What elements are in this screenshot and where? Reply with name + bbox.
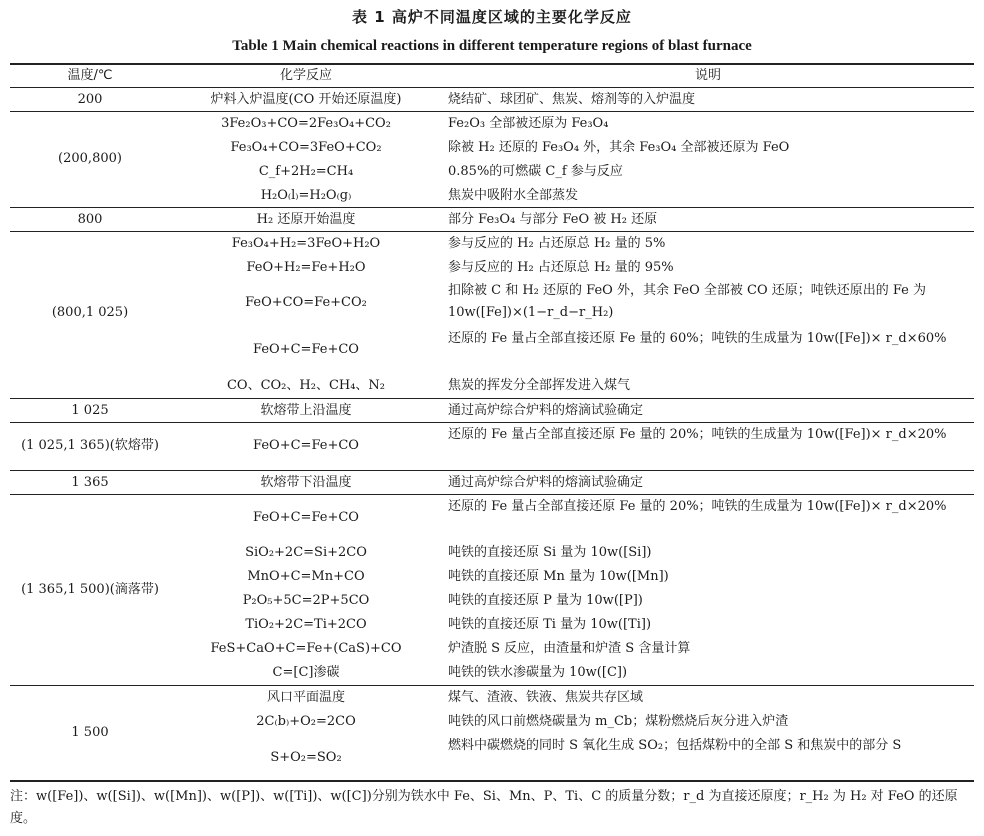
note-item: 吨铁的直接还原 Mn 量为 10w([Mn]): [448, 569, 669, 584]
row-1025-temp: 1 025: [71, 403, 109, 418]
header-note: 说明: [694, 68, 721, 83]
row-1365-reaction: 软熔带下沿温度: [260, 475, 352, 490]
row-divider: [10, 207, 974, 208]
row-1025-1365-reaction: FeO+C=Fe+CO: [253, 438, 359, 453]
row-divider: [10, 231, 974, 232]
bottom-rule: [10, 780, 974, 782]
reaction-item: TiO₂+2C=Ti+2CO: [245, 617, 367, 632]
note-item: 吨铁的直接还原 Si 量为 10w([Si]): [448, 545, 652, 560]
note-item: 吨铁的铁水渗碳量为 10w([C]): [448, 665, 628, 680]
reaction-item: FeO+C=Fe+CO: [253, 510, 359, 525]
table-title-cn: 表 1 高炉不同温度区域的主要化学反应: [352, 8, 632, 26]
header-rule: [10, 87, 974, 88]
row-200-note: 烧结矿、球团矿、焦炭、熔剂等的入炉温度: [448, 92, 696, 107]
reaction-item: H₂O₍l₎=H₂O₍g₎: [260, 188, 352, 203]
row-divider: [10, 398, 974, 399]
reaction-item: MnO+C=Mn+CO: [247, 569, 365, 584]
note-item: 参与反应的 H₂ 占还原总 H₂ 量的 95%: [448, 260, 674, 275]
row-200-temp: 200: [77, 92, 103, 107]
row-divider: [10, 685, 974, 686]
note-item: 除被 H₂ 还原的 Fe₃O₄ 外，其余 Fe₃O₄ 全部被还原为 FeO: [448, 140, 790, 155]
note-item: 焦炭的挥发分全部挥发进入煤气: [448, 378, 631, 393]
row-divider: [10, 494, 974, 495]
note-item: 炉渣脱 S 反应，由渣量和炉渣 S 含量计算: [448, 641, 691, 656]
row-1025-note: 通过高炉综合炉料的熔滴试验确定: [448, 403, 644, 418]
reaction-item: FeO+H₂=Fe+H₂O: [246, 260, 366, 275]
note-item: 燃料中碳燃烧的同时 S 氧化生成 SO₂；包括煤粉中的全部 S 和焦炭中的部分 S: [448, 738, 902, 753]
reaction-item: Fe₃O₄+H₂=3FeO+H₂O: [231, 236, 381, 251]
row-1365-temp: 1 365: [71, 475, 109, 490]
note-item: 参与反应的 H₂ 占还原总 H₂ 量的 5%: [448, 236, 666, 251]
row-1500-temp: 1 500: [71, 725, 109, 740]
note-item: 煤气、渣液、铁液、焦炭共存区域: [448, 690, 644, 705]
note-item: Fe₂O₃ 全部被还原为 Fe₃O₄: [448, 116, 609, 131]
reaction-item: Fe₃O₄+CO=3FeO+CO₂: [230, 140, 382, 155]
note-item: 吨铁的直接还原 Ti 量为 10w([Ti]): [448, 617, 652, 632]
reaction-item: CO、CO₂、H₂、CH₄、N₂: [226, 378, 386, 393]
reaction-item: 2C₍b₎+O₂=2CO: [256, 714, 356, 729]
row-800-note: 部分 Fe₃O₄ 与部分 FeO 被 H₂ 还原: [448, 212, 658, 227]
header-reaction: 化学反应: [279, 68, 332, 83]
reaction-item: 风口平面温度: [266, 690, 345, 705]
row-1365-1500-temp: (1 365,1 500)(滴落带): [21, 582, 159, 597]
note-item: 吨铁的风口前燃烧碳量为 m_Cb；煤粉燃烧后灰分进入炉渣: [448, 714, 789, 729]
note-item: 还原的 Fe 量占全部直接还原 Fe 量的 20%；吨铁的生成量为 10w([Fe])× r_d×20%: [448, 499, 947, 514]
reaction-item: S+O₂=SO₂: [270, 750, 342, 765]
reaction-item: FeO+CO=Fe+CO₂: [245, 295, 367, 310]
row-divider: [10, 470, 974, 471]
row-1025-1365-temp: (1 025,1 365)(软熔带): [21, 438, 159, 453]
note-item: 0.85%的可燃碳 C_f 参与反应: [448, 164, 623, 179]
note-item: 焦炭中吸附水全部蒸发: [448, 188, 579, 203]
header-temperature: 温度/℃: [67, 68, 113, 83]
row-divider: [10, 422, 974, 423]
reaction-item: FeS+CaO+C=Fe+(CaS)+CO: [210, 641, 402, 656]
row-800-temp: 800: [77, 212, 103, 227]
note-item: 扣除被 C 和 H₂ 还原的 FeO 外，其余 FeO 全部被 CO 还原；吨铁还原出的 Fe 为 10w([Fe])×(1−r_d−r_H₂): [448, 283, 927, 320]
row-200-reaction: 炉料入炉温度(CO 开始还原温度): [210, 92, 402, 107]
row-divider: [10, 111, 974, 112]
reaction-item: C_f+2H₂=CH₄: [258, 164, 354, 179]
reaction-item: C=[C]渗碳: [272, 665, 340, 680]
reaction-item: P₂O₅+5C=2P+5CO: [242, 593, 370, 608]
table-title-en: Table 1 Main chemical reactions in different temperature regions of blast furnace: [232, 38, 752, 54]
note-item: 还原的 Fe 量占全部直接还原 Fe 量的 60%；吨铁的生成量为 10w([Fe])× r_d×60%: [448, 331, 947, 346]
row-200-800-temp: (200,800): [58, 151, 122, 166]
row-800-1025-temp: (800,1 025): [51, 305, 129, 320]
reaction-item: 3Fe₂O₃+CO=2Fe₃O₄+CO₂: [221, 116, 391, 131]
reaction-item: SiO₂+2C=Si+2CO: [245, 545, 367, 560]
note-item: 吨铁的直接还原 P 量为 10w([P]): [448, 593, 643, 608]
table-footnote: 注：w([Fe])、w([Si])、w([Mn])、w([P])、w([Ti])、w([C])分别为铁水中 Fe、Si、Mn、P、Ti、C 的质量分数；r_d 为直接还原度；r_H₂ 为 H₂ 对 FeO 的还原度。: [10, 789, 958, 826]
row-1365-note: 通过高炉综合炉料的熔滴试验确定: [448, 475, 644, 490]
reaction-item: FeO+C=Fe+CO: [253, 342, 359, 357]
row-800-reaction: H₂ 还原开始温度: [256, 212, 356, 227]
row-1025-reaction: 软熔带上沿温度: [260, 403, 352, 418]
row-1025-1365-note: 还原的 Fe 量占全部直接还原 Fe 量的 20%；吨铁的生成量为 10w([Fe])× r_d×20%: [448, 427, 947, 442]
